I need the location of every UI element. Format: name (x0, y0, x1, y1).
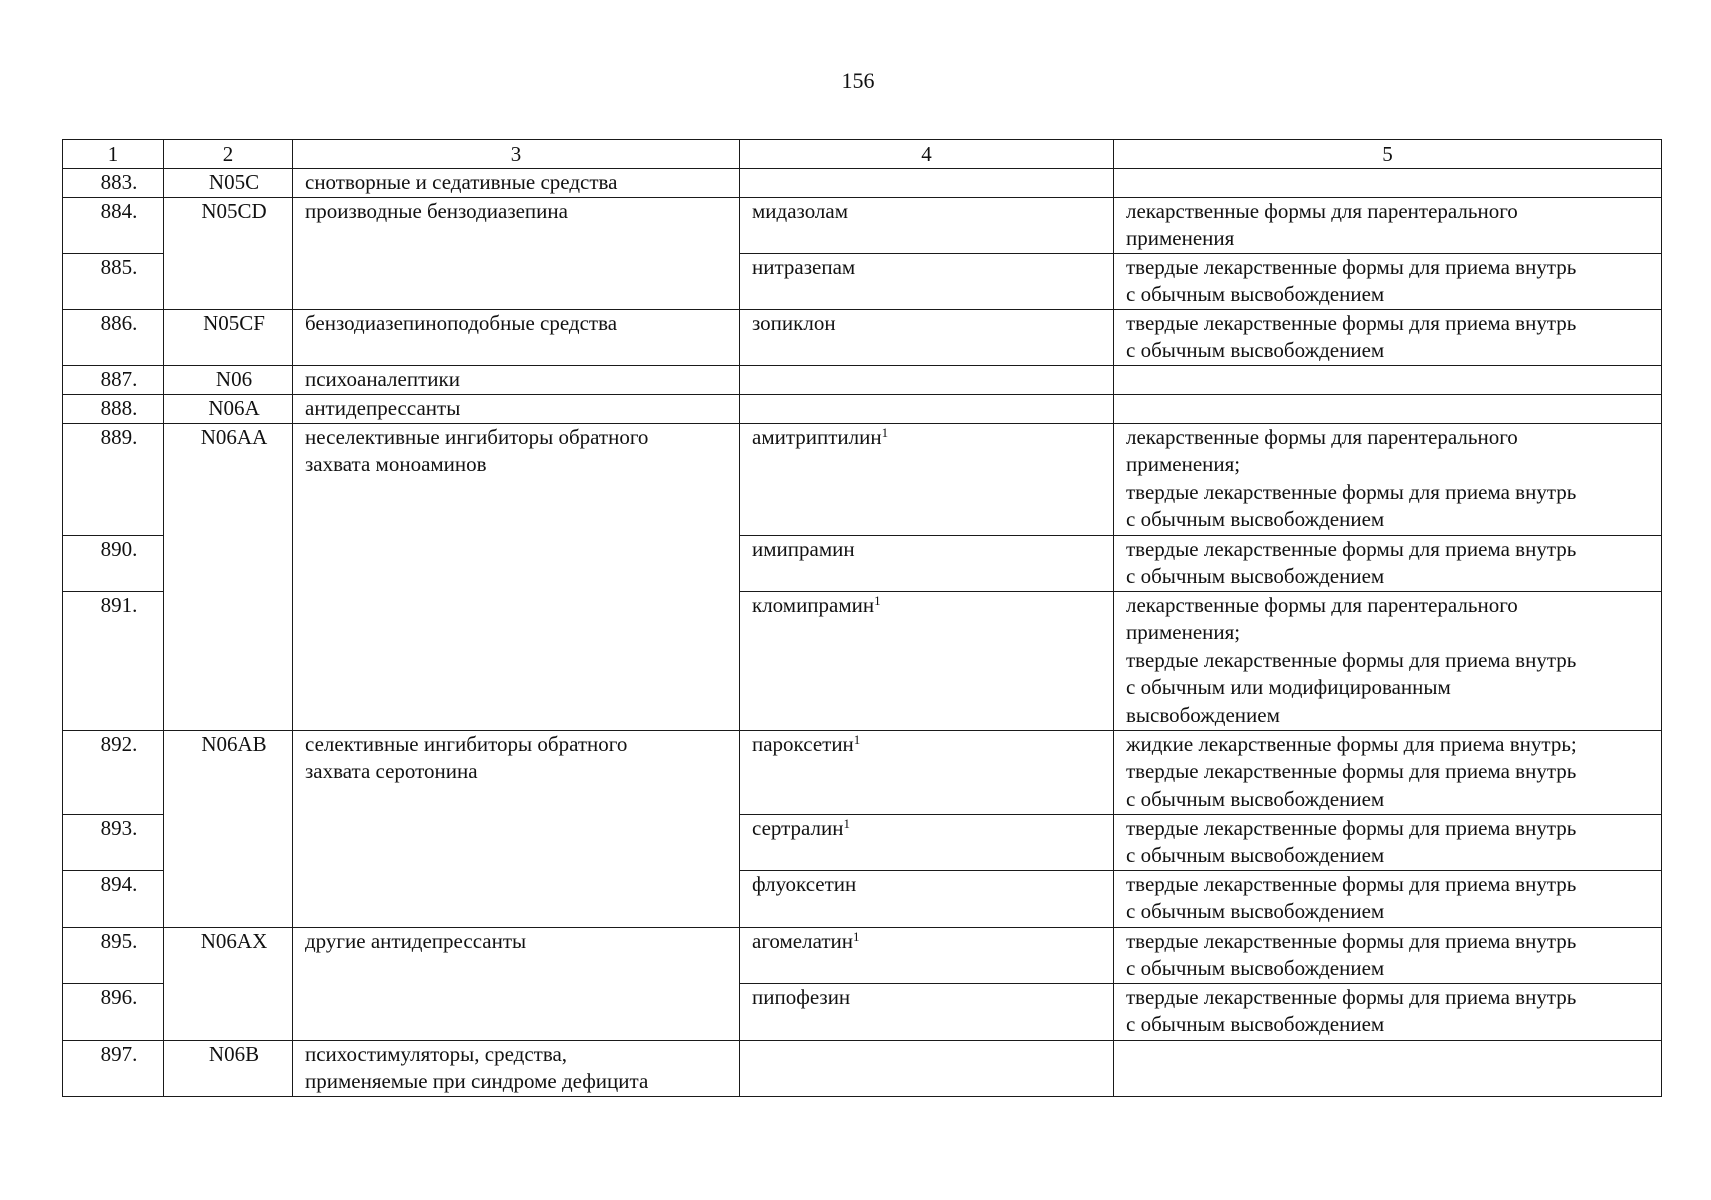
drug-name (740, 591, 1114, 730)
dosage-form-line: твердые лекарственные формы для приема внутрь (1126, 984, 1577, 1009)
group-name (293, 730, 740, 927)
column-header: 2 (164, 140, 293, 169)
group-name (293, 1040, 740, 1096)
drug-name (740, 365, 1114, 394)
row-number: 897. (63, 1040, 164, 1096)
dosage-forms (1114, 1040, 1662, 1096)
dosage-form-line: применения (1126, 226, 1235, 250)
row-number: 892. (63, 730, 164, 814)
drug-name (740, 423, 1114, 535)
table-row (63, 197, 1662, 253)
atc-code: N06AA (164, 423, 293, 730)
dosage-form-line: с обычным высвобождением (1126, 1012, 1385, 1036)
row-number: 891. (63, 591, 164, 730)
column-header: 5 (1114, 140, 1662, 169)
table-row (63, 169, 1662, 198)
atc-code: N06B (164, 1040, 293, 1096)
group-name-line: психостимуляторы, средства, (305, 1041, 568, 1066)
row-number: 893. (63, 814, 164, 870)
column-header: 1 (63, 140, 164, 169)
group-name-line: неселективные ингибиторы обратного (305, 424, 649, 449)
table-row (63, 1040, 1662, 1096)
row-number: 895. (63, 927, 164, 983)
column-header: 3 (293, 140, 740, 169)
drug-name: пипофезин (740, 983, 1114, 1040)
dosage-form-line: с обычным или модифицированным (1126, 675, 1451, 699)
group-name (293, 423, 740, 730)
table-row (63, 927, 1662, 983)
table-row (63, 730, 1662, 814)
dosage-form-line: лекарственные формы для парентерального (1126, 198, 1518, 223)
dosage-form-line: твердые лекарственные формы для приема внутрь (1126, 310, 1577, 335)
dosage-form-line: с обычным высвобождением (1126, 786, 1385, 811)
drug-name-text: кломипрамин (752, 592, 875, 617)
footnote-marker: 1 (853, 928, 860, 944)
dosage-forms (1114, 927, 1662, 983)
drug-name-text: пароксетин (752, 731, 854, 756)
drug-name-text: агомелатин (752, 928, 854, 953)
table-row (63, 365, 1662, 394)
dosage-form-line: жидкие лекарственные формы для приема внутрь; (1126, 731, 1577, 756)
group-name: производные бензодиазепина (293, 197, 740, 309)
dosage-form-line: твердые лекарственные формы для приема внутрь (1126, 536, 1577, 561)
drug-name-text: амитриптилин (752, 424, 882, 449)
dosage-form-line: твердые лекарственные формы для приема внутрь (1126, 254, 1577, 279)
dosage-forms (1114, 365, 1662, 394)
drug-name: имипрамин (740, 535, 1114, 591)
group-name-line: захвата моноаминов (305, 452, 487, 476)
group-name: снотворные и седативные средства (293, 169, 740, 198)
column-number-row (63, 140, 1662, 169)
footnote-marker: 1 (881, 424, 889, 440)
row-number: 886. (63, 309, 164, 365)
dosage-form-line: с обычным высвобождением (1126, 956, 1385, 980)
row-number: 888. (63, 394, 164, 423)
dosage-forms (1114, 591, 1662, 730)
dosage-forms (1114, 309, 1662, 365)
dosage-forms (1114, 983, 1662, 1040)
group-name: психоаналептики (293, 365, 740, 394)
atc-code: N05CD (164, 197, 293, 309)
footnote-marker: 1 (874, 592, 881, 608)
drug-name (740, 927, 1114, 983)
dosage-forms (1114, 197, 1662, 253)
row-number: 890. (63, 535, 164, 591)
row-number: 894. (63, 870, 164, 927)
row-number: 885. (63, 253, 164, 309)
dosage-form-line: высвобождением (1126, 702, 1280, 727)
dosage-forms (1114, 253, 1662, 309)
atc-code: N05C (164, 169, 293, 198)
atc-code: N05CF (164, 309, 293, 365)
group-name-line: селективные ингибиторы обратного (305, 731, 628, 756)
dosage-forms (1114, 870, 1662, 927)
drug-name: флуоксетин (740, 870, 1114, 927)
table-row (63, 309, 1662, 365)
drug-name (740, 394, 1114, 423)
group-name: бензодиазепиноподобные средства (293, 309, 740, 365)
atc-code: N06AX (164, 927, 293, 1040)
dosage-form-line: твердые лекарственные формы для приема внутрь (1126, 928, 1577, 953)
dosage-form-line: твердые лекарственные формы для приема внутрь (1126, 871, 1577, 896)
dosage-forms (1114, 730, 1662, 814)
dosage-form-line: с обычным высвобождением (1126, 843, 1385, 867)
table-row (63, 423, 1662, 535)
group-name: антидепрессанты (293, 394, 740, 423)
footnote-marker: 1 (853, 731, 861, 747)
dosage-form-line: твердые лекарственные формы для приема внутрь (1126, 815, 1577, 840)
drug-name (740, 814, 1114, 870)
atc-code: N06AB (164, 730, 293, 927)
table-row (63, 394, 1662, 423)
footnote-marker: 1 (843, 815, 851, 831)
dosage-form-line: твердые лекарственные формы для приема внутрь (1126, 479, 1577, 504)
dosage-forms (1114, 394, 1662, 423)
group-name: другие антидепрессанты (293, 927, 740, 1040)
drug-name (740, 169, 1114, 198)
drug-name: зопиклон (740, 309, 1114, 365)
drug-name: нитразепам (740, 253, 1114, 309)
group-name-line: захвата серотонина (305, 759, 478, 783)
dosage-form-line: применения; (1126, 452, 1241, 476)
page-number: 156 (841, 68, 875, 93)
dosage-form-line: с обычным высвобождением (1126, 899, 1385, 923)
dosage-form-line: твердые лекарственные формы для приема внутрь (1126, 759, 1577, 783)
dosage-form-line: с обычным высвобождением (1126, 564, 1385, 588)
drug-name: мидазолам (740, 197, 1114, 253)
dosage-forms (1114, 535, 1662, 591)
dosage-forms (1114, 814, 1662, 870)
dosage-form-line: лекарственные формы для парентерального (1126, 592, 1518, 617)
dosage-form-line: с обычным высвобождением (1126, 507, 1385, 531)
row-number: 884. (63, 197, 164, 253)
dosage-forms (1114, 423, 1662, 535)
row-number: 896. (63, 983, 164, 1040)
dosage-form-line: с обычным высвобождением (1126, 338, 1385, 362)
dosage-forms (1114, 169, 1662, 198)
drug-name-text: сертралин (752, 815, 844, 840)
row-number: 883. (63, 169, 164, 198)
drug-list-table (62, 139, 1662, 1097)
atc-code: N06A (164, 394, 293, 423)
dosage-form-line: с обычным высвобождением (1126, 282, 1385, 306)
dosage-form-line: твердые лекарственные формы для приема внутрь (1126, 647, 1577, 672)
row-number: 887. (63, 365, 164, 394)
dosage-form-line: применения; (1126, 620, 1241, 644)
group-name-line: применяемые при синдроме дефицита (305, 1069, 649, 1093)
dosage-form-line: лекарственные формы для парентерального (1126, 424, 1518, 449)
row-number: 889. (63, 423, 164, 535)
drug-name (740, 730, 1114, 814)
column-header: 4 (740, 140, 1114, 169)
drug-name (740, 1040, 1114, 1096)
atc-code: N06 (164, 365, 293, 394)
